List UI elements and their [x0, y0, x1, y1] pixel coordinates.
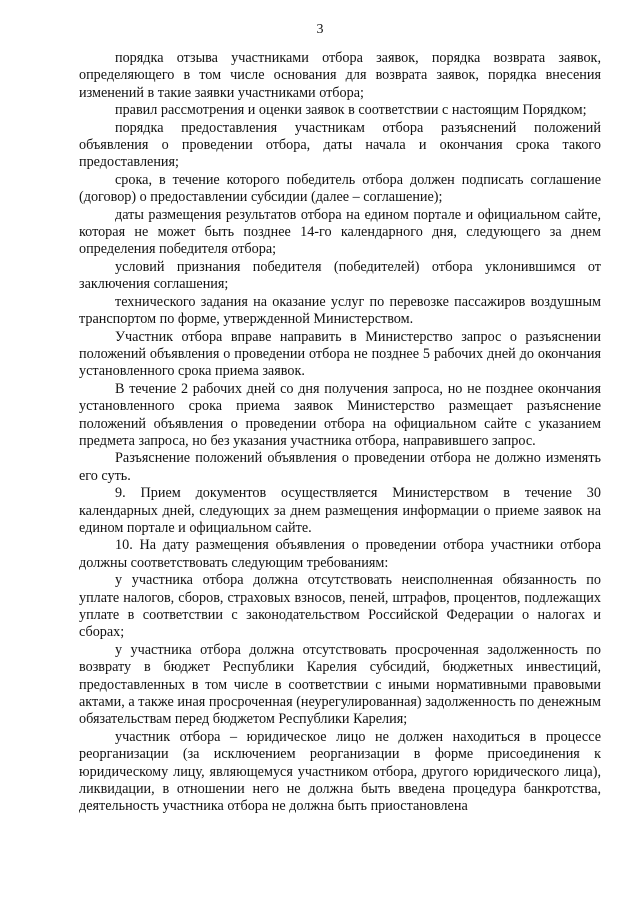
paragraph-evasion-conditions: условий признания победителя (победителей) отбора уклонившимся от заключения соглашения; [79, 258, 601, 293]
paragraph-withdrawal-procedure: порядка отзыва участниками отбора заявок, порядка возврата заявок, определяющего в том числе основания для возврата заявок, порядка внесения изменений в такие заявки участниками отбора; [79, 50, 601, 101]
document-body [79, 50, 601, 816]
paragraph-clarification-scope: Разъяснение положений объявления о проведении отбора не должно изменять его суть. [79, 450, 601, 484]
paragraph-signing-deadline: срока, в течение которого победитель отбора должен подписать соглашение (договор) о предоставлении субсидии (далее – соглашение); [79, 171, 601, 206]
paragraph-debt-requirement: у участника отбора должна отсутствовать просроченная задолженность по возврату в бюджет Республики Карелия субсидий, бюджетных инвестиций, предоставленных в том числе в соответствии с иными нормативными правовыми актами, а также иная просроченная (неурегулированная) задолженность по денежным обязательствам перед бюджетом Республики Карелия; [79, 641, 601, 728]
page-number: 3 [316, 22, 324, 37]
paragraph-item-9: 9. Прием документов осуществляется Министерством в течение 30 календарных дней, следующих за днем размещения информации о приеме заявок на едином портале и официальном сайте. [79, 485, 601, 536]
paragraph-results-date: даты размещения результатов отбора на едином портале и официальном сайте, которая не может быть позднее 14-го календарного дня, следующего за днем определения победителя отбора; [79, 206, 601, 258]
paragraph-item-10: 10. На дату размещения объявления о проведении отбора участники отбора должны соответствовать следующим требованиям: [79, 537, 601, 571]
paragraph-technical-assignment: технического задания на оказание услуг по перевозке пассажиров воздушным транспортом по форме, утвержденной Министерством. [79, 293, 601, 328]
paragraph-review-rules: правил рассмотрения и оценки заявок в соответствии с настоящим Порядком; [115, 102, 587, 119]
paragraph-clarification-procedure: порядка предоставления участникам отбора разъяснений положений объявления о проведении отбора, даты начала и окончания срока такого предоставления; [79, 119, 601, 171]
paragraph-tax-requirement: у участника отбора должна отсутствовать неисполненная обязанность по уплате налогов, сборов, страховых взносов, пеней, штрафов, процентов, подлежащих уплате в соответствии с законодательством Российской Федерации о налогах и сборах; [79, 572, 601, 641]
paragraph-clarification-request: Участник отбора вправе направить в Министерство запрос о разъяснении положений объявления о проведении отбора не позднее 5 рабочих дней до окончания установленного срока приема заявок. [79, 328, 601, 380]
paragraph-clarification-response: В течение 2 рабочих дней со дня получения запроса, но не позднее окончания установленного срока приема заявок Министерство размещает разъяснение положений объявления о проведении отбора на официальном сайте с указанием предмета запроса, но без указания участника отбора, направившего запрос. [79, 380, 601, 449]
paragraph-reorganization-requirement: участник отбора – юридическое лицо не должен находиться в процессе реорганизации (за исключением реорганизации в форме присоединения к юридическому лицу, являющемуся участником отбора, другого юридического лица), ликвидации, в отношении него не должна быть введена процедура банкротства, деятельность участника отбора не должна быть приостановлена [79, 728, 601, 815]
